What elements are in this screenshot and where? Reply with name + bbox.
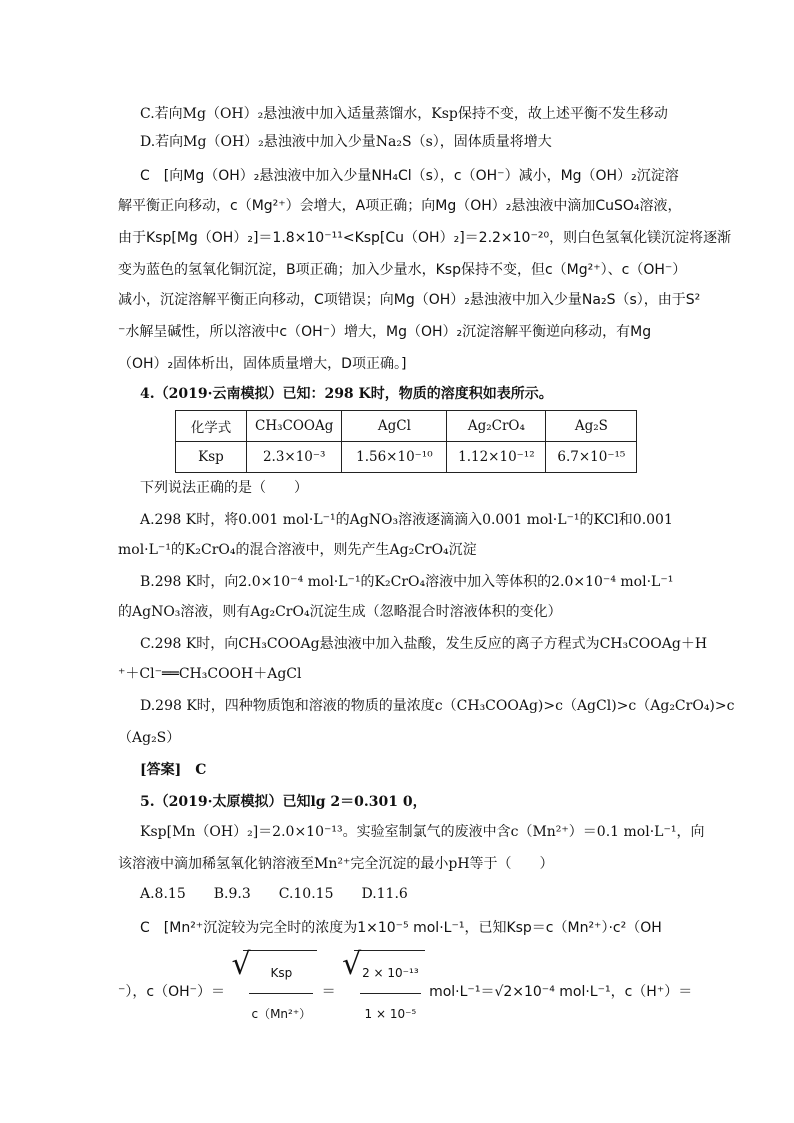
table-cell: 2.3×10⁻³ [247, 442, 342, 473]
equals-sign: ＝ [321, 984, 336, 1000]
table-cell: 6.7×10⁻¹⁵ [546, 442, 637, 473]
table-cell: 1.56×10⁻¹⁰ [342, 442, 447, 473]
q4-ask: 下列说法正确的是（ ） [140, 480, 308, 496]
fraction-denominator: c（Mn²⁺） [251, 1007, 312, 1021]
q4-option-a-line-2: mol·L⁻¹的K₂CrO₄的混合溶液中，则先产生Ag₂CrO₄沉淀 [118, 542, 477, 558]
q4-option-d-line-1: D.298 K时，四种物质饱和溶液的物质的量浓度c（CH₃COOAg)>c（AgCl)>c（Ag₂CrO₄)>c [140, 698, 735, 714]
table-cell: Ag₂CrO₄ [447, 411, 546, 442]
q3-option-d: D.若向Mg（OH）₂悬浊液中加入少量Na₂S（s），固体质量将增大 [140, 134, 552, 150]
q4-option-c-line-2: ⁺＋Cl⁻══CH₃COOH＋AgCl [118, 666, 302, 682]
table-cell: Ag₂S [546, 411, 637, 442]
table-cell: AgCl [342, 411, 447, 442]
q3-answer-line-7: （OH）₂固体析出，固体质量增大，D项正确。] [118, 356, 407, 372]
q5-answer-line-1: C [Mn²⁺沉淀较为完全时的浓度为1×10⁻⁵ mol·L⁻¹，已知Ksp＝c（Mn²⁺）·c²（OH [140, 920, 662, 936]
q5-line-3: 该溶液中滴加稀氢氧化钠溶液至Mn²⁺完全沉淀的最小pH等于（ ） [118, 856, 554, 872]
q3-answer-line-6: ⁻水解呈碱性，所以溶液中c（OH⁻）增大，Mg（OH）₂沉淀溶解平衡逆向移动，有Mg [118, 324, 652, 340]
q3-answer-line-1: C [向Mg（OH）₂悬浊液中加入少量NH₄Cl（s），c（OH⁻）减小，Mg（OH）₂沉淀溶 [140, 168, 679, 184]
q4-option-b-line-2: 的AgNO₃溶液，则有Ag₂CrO₄沉淀生成（忽略混合时溶液体积的变化） [118, 604, 562, 620]
q3-answer-line-2: 解平衡正向移动，c（Mg²⁺）会增大，A项正确；向Mg（OH）₂悬浊液中滴加CuSO₄溶液， [118, 198, 682, 214]
q5-options: A.8.15 B.9.3 C.10.15 D.11.6 [140, 886, 408, 902]
sqrt-ksp-over-c [243, 950, 317, 1034]
q5-stem: 5.（2019·太原模拟）已知lg 2＝0.301 0， [140, 794, 427, 810]
q3-option-c: C.若向Mg（OH）₂悬浊液中加入适量蒸馏水，Ksp保持不变，故上述平衡不发生移动 [140, 106, 668, 122]
q4-option-a-line-1: A.298 K时，将0.001 mol·L⁻¹的AgNO₃溶液逐滴滴入0.001 mol·L⁻¹的KCl和0.001 [140, 512, 673, 528]
table-cell: 1.12×10⁻¹² [447, 442, 546, 473]
sqrt-values [354, 950, 425, 1034]
q5-answer-line-2 [118, 950, 692, 1034]
table-header-row [176, 411, 637, 442]
q3-answer-line-5: 减小，沉淀溶解平衡正向移动，C项错误；向Mg（OH）₂悬浊液中加入少量Na₂S（s），由于S² [118, 292, 701, 308]
q4-option-c-line-1: C.298 K时，向CH₃COOAg悬浊液中加入盐酸，发生反应的离子方程式为CH₃COOAg＋H [140, 636, 708, 652]
q4-answer: [答案] C [140, 762, 207, 778]
fraction-ksp [249, 953, 313, 1034]
q5-answer-text-b: mol·L⁻¹＝√2×10⁻⁴ mol·L⁻¹，c（H⁺）＝ [429, 984, 693, 1000]
table-row [176, 442, 637, 473]
q3-answer-line-3: 由于Ksp[Mg（OH）₂]＝1.8×10⁻¹¹<Ksp[Cu（OH）₂]＝2.2×10⁻²⁰，则白色氢氧化镁沉淀将逐渐 [118, 230, 732, 246]
q5-answer-text-a: ⁻），c（OH⁻）＝ [118, 984, 226, 1000]
q4-option-b-line-1: B.298 K时，向2.0×10⁻⁴ mol·L⁻¹的K₂CrO₄溶液中加入等体积的2.0×10⁻⁴ mol·L⁻¹ [140, 574, 674, 590]
fraction-values [360, 953, 421, 1034]
q4-option-d-line-2: （Ag₂S） [118, 730, 181, 746]
q5-line-2: Ksp[Mn（OH）₂]＝2.0×10⁻¹³。实验室制氯气的废液中含c（Mn²⁺）＝0.1 mol·L⁻¹，向 [140, 824, 705, 840]
table-cell: Ksp [176, 442, 247, 473]
ksp-table [175, 410, 637, 473]
fraction-numerator: √ 2 × 10⁻¹³ [360, 953, 421, 994]
table-cell: CH₃COOAg [247, 411, 342, 442]
fraction-numerator: √ Ksp [249, 953, 313, 994]
q3-answer-line-4: 变为蓝色的氢氧化铜沉淀，B项正确；加入少量水，Ksp保持不变，但c（Mg²⁺）、c（OH⁻） [118, 262, 687, 278]
q4-stem: 4.（2019·云南模拟）已知：298 K时，物质的溶度积如表所示。 [140, 386, 553, 402]
table-cell: 化学式 [176, 411, 247, 442]
fraction-denominator: 1 × 10⁻⁵ [364, 1007, 417, 1021]
